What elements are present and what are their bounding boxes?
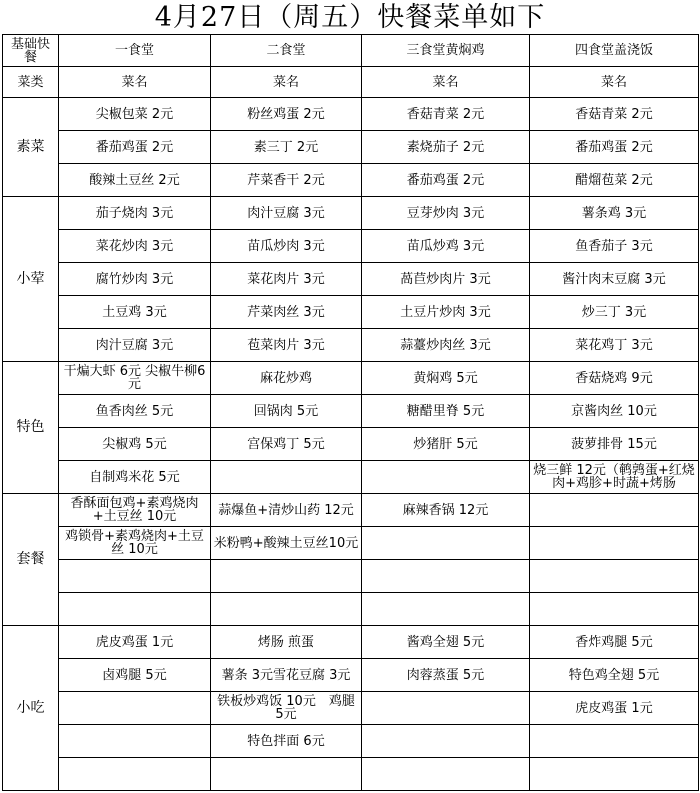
- dish-cell: 蒜薹炒肉丝 3元: [362, 329, 530, 362]
- dish-cell: [530, 527, 699, 560]
- page-title: 4月27日（周五）快餐菜单如下: [154, 2, 546, 33]
- dish-cell: [59, 758, 211, 791]
- dish-cell: 菜花肉片 3元: [211, 263, 362, 296]
- menu-row: [3, 131, 699, 164]
- dish-cell: [59, 560, 211, 593]
- category-cell: 小吃: [3, 626, 59, 791]
- dish-cell: 香酥面包鸡+素鸡烧肉+土豆丝 10元: [59, 494, 211, 527]
- dish-cell: 糖醋里脊 5元: [362, 395, 530, 428]
- dish-cell: [530, 593, 699, 626]
- category-cell: 套餐: [3, 494, 59, 626]
- dish-cell: 炒三丁 3元: [530, 296, 699, 329]
- menu-row: [3, 758, 699, 791]
- dish-cell: 虎皮鸡蛋 1元: [59, 626, 211, 659]
- dish-cell: 酱鸡全翅 5元: [362, 626, 530, 659]
- dish-cell: [211, 758, 362, 791]
- dish-cell: 鱼香茄子 3元: [530, 230, 699, 263]
- dish-cell: 苗瓜炒鸡 3元: [362, 230, 530, 263]
- dish-cell: [211, 560, 362, 593]
- dish-cell: 麻辣香锅 12元: [362, 494, 530, 527]
- menu-row: [3, 197, 699, 230]
- menu-row: [3, 362, 699, 395]
- header-canteen-1: 一食堂: [59, 35, 211, 67]
- subheader-dish-name: 菜名: [59, 67, 211, 98]
- dish-cell: 土豆片炒肉 3元: [362, 296, 530, 329]
- dish-cell: 米粉鸭+酸辣土豆丝10元: [211, 527, 362, 560]
- menu-row: [3, 98, 699, 131]
- header-canteen-3: 三食堂黄焖鸡: [362, 35, 530, 67]
- dish-cell: 腐竹炒肉 3元: [59, 263, 211, 296]
- dish-cell: 香炸鸡腿 5元: [530, 626, 699, 659]
- menu-row: [3, 296, 699, 329]
- dish-cell: 苞菜肉片 3元: [211, 329, 362, 362]
- category-cell: 素菜: [3, 98, 59, 197]
- dish-cell: 肉汁豆腐 3元: [211, 197, 362, 230]
- header-row: [3, 35, 699, 67]
- subheader-category: 菜类: [3, 67, 59, 98]
- dish-cell: 烤肠 煎蛋: [211, 626, 362, 659]
- menu-row: [3, 494, 699, 527]
- menu-row: [3, 263, 699, 296]
- dish-cell: 尖椒鸡 5元: [59, 428, 211, 461]
- dish-cell: 香菇烧鸡 9元: [530, 362, 699, 395]
- dish-cell: 香菇青菜 2元: [530, 98, 699, 131]
- menu-row: [3, 692, 699, 725]
- dish-cell: 土豆鸡 3元: [59, 296, 211, 329]
- menu-row: [3, 230, 699, 263]
- dish-cell: 尖椒包菜 2元: [59, 98, 211, 131]
- dish-cell: 酸辣土豆丝 2元: [59, 164, 211, 197]
- dish-cell: 麻花炒鸡: [211, 362, 362, 395]
- menu-row: [3, 527, 699, 560]
- dish-cell: 酱汁肉末豆腐 3元: [530, 263, 699, 296]
- dish-cell: 菠萝排骨 15元: [530, 428, 699, 461]
- dish-cell: [530, 560, 699, 593]
- dish-cell: 黄焖鸡 5元: [362, 362, 530, 395]
- dish-cell: 卤鸡腿 5元: [59, 659, 211, 692]
- dish-cell: 烧三鲜 12元（鹌鹑蛋+红烧肉+鸡胗+时蔬+烤肠: [530, 461, 699, 494]
- dish-cell: [362, 560, 530, 593]
- dish-cell: 虎皮鸡蛋 1元: [530, 692, 699, 725]
- dish-cell: [530, 725, 699, 758]
- dish-cell: [59, 593, 211, 626]
- dish-cell: 回锅肉 5元: [211, 395, 362, 428]
- dish-cell: 鱼香肉丝 5元: [59, 395, 211, 428]
- menu-table: [2, 34, 699, 791]
- dish-cell: 豆芽炒肉 3元: [362, 197, 530, 230]
- dish-cell: [362, 758, 530, 791]
- dish-cell: [59, 692, 211, 725]
- dish-cell: 炒猪肝 5元: [362, 428, 530, 461]
- menu-row: [3, 461, 699, 494]
- menu-row: [3, 560, 699, 593]
- dish-cell: [59, 725, 211, 758]
- dish-cell: 薯条 3元雪花豆腐 3元: [211, 659, 362, 692]
- dish-cell: 茄子烧肉 3元: [59, 197, 211, 230]
- dish-cell: 素烧茄子 2元: [362, 131, 530, 164]
- menu-row: [3, 329, 699, 362]
- header-basic-fast-food: 基础快餐: [3, 35, 59, 67]
- dish-cell: [530, 494, 699, 527]
- header-canteen-2: 二食堂: [211, 35, 362, 67]
- subheader-dish-name: 菜名: [211, 67, 362, 98]
- menu-row: [3, 593, 699, 626]
- dish-cell: 萵苣炒肉片 3元: [362, 263, 530, 296]
- header-canteen-4: 四食堂盖浇饭: [530, 35, 699, 67]
- menu-row: [3, 395, 699, 428]
- dish-cell: [362, 593, 530, 626]
- dish-cell: 番茄鸡蛋 2元: [59, 131, 211, 164]
- dish-cell: 铁板炒鸡饭 10元 鸡腿 5元: [211, 692, 362, 725]
- dish-cell: 芹菜肉丝 3元: [211, 296, 362, 329]
- menu-row: [3, 659, 699, 692]
- dish-cell: 芹菜香干 2元: [211, 164, 362, 197]
- dish-cell: 菜花鸡丁 3元: [530, 329, 699, 362]
- dish-cell: 番茄鸡蛋 2元: [362, 164, 530, 197]
- dish-cell: [362, 725, 530, 758]
- dish-cell: 苗瓜炒肉 3元: [211, 230, 362, 263]
- dish-cell: 宫保鸡丁 5元: [211, 428, 362, 461]
- dish-cell: 肉蓉蒸蛋 5元: [362, 659, 530, 692]
- dish-cell: [362, 692, 530, 725]
- menu-row: [3, 725, 699, 758]
- dish-cell: 醋熘苞菜 2元: [530, 164, 699, 197]
- menu-row: [3, 428, 699, 461]
- dish-cell: 菜花炒肉 3元: [59, 230, 211, 263]
- dish-cell: 素三丁 2元: [211, 131, 362, 164]
- dish-cell: 自制鸡米花 5元: [59, 461, 211, 494]
- dish-cell: 粉丝鸡蛋 2元: [211, 98, 362, 131]
- dish-cell: 香菇青菜 2元: [362, 98, 530, 131]
- dish-cell: [362, 527, 530, 560]
- dish-cell: 蒜爆鱼+清炒山药 12元: [211, 494, 362, 527]
- dish-cell: 特色拌面 6元: [211, 725, 362, 758]
- dish-cell: 京酱肉丝 10元: [530, 395, 699, 428]
- dish-cell: [362, 461, 530, 494]
- subheader-dish-name: 菜名: [530, 67, 699, 98]
- dish-cell: 鸡锁骨+素鸡烧肉+土豆丝 10元: [59, 527, 211, 560]
- category-cell: 特色: [3, 362, 59, 494]
- dish-cell: [530, 758, 699, 791]
- dish-cell: 肉汁豆腐 3元: [59, 329, 211, 362]
- dish-cell: 干煸大虾 6元 尖椒牛柳6元: [59, 362, 211, 395]
- menu-row: [3, 164, 699, 197]
- dish-cell: [211, 593, 362, 626]
- subheader-dish-name: 菜名: [362, 67, 530, 98]
- dish-cell: [211, 461, 362, 494]
- category-cell: 小荤: [3, 197, 59, 362]
- dish-cell: 特色鸡全翅 5元: [530, 659, 699, 692]
- dish-cell: 薯条鸡 3元: [530, 197, 699, 230]
- subheader-row: [3, 67, 699, 98]
- menu-row: [3, 626, 699, 659]
- dish-cell: 番茄鸡蛋 2元: [530, 131, 699, 164]
